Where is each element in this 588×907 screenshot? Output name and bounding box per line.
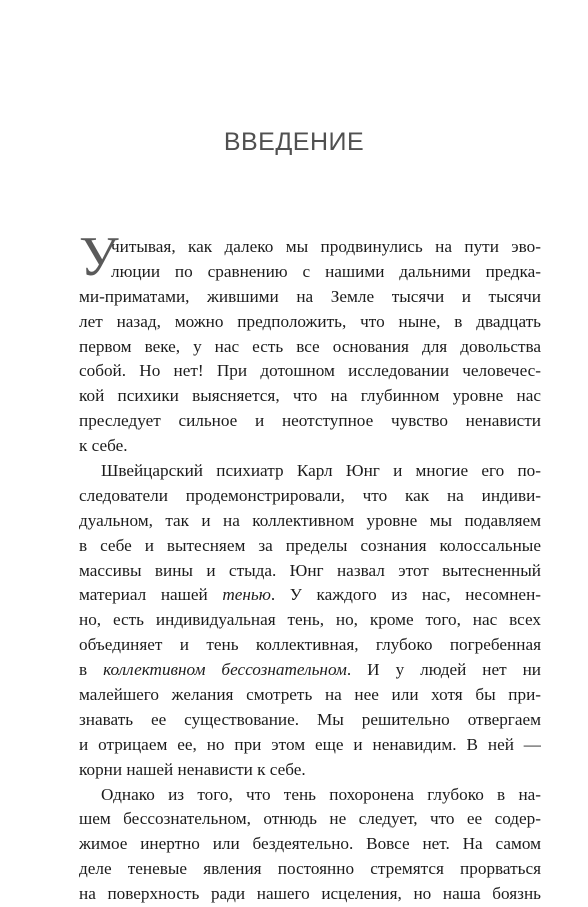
text-span: . У каждого из нас, несомнен- [270, 585, 541, 605]
text-line: дуальном, так и на коллективном уровне мы подавляем [79, 510, 541, 530]
text-line: и отрицаем ее, но при этом еще и ненавидим. В ней — [79, 734, 541, 754]
text-line: на поверхность ради нашего исцеления, но наша боязнь [79, 884, 541, 904]
text-line: деле теневые явления постоянно стремятся прорваться [79, 859, 541, 879]
text-line [79, 658, 541, 683]
text-line: знавать ее существование. Мы решительно отвергаем [79, 709, 541, 729]
text-line: Однако из того, что тень похоронена глубоко в на- [101, 784, 541, 804]
text-span: . И у людей нет ни [346, 660, 541, 680]
text-line: ми-приматами, жившими на Земле тысячи и тысячи [79, 286, 541, 306]
text-line: собой. Но нет! При дотошном исследовании человечес- [79, 361, 541, 381]
text-line: лет назад, можно предположить, что ныне, в двадцать [79, 311, 541, 331]
text-line: массивы вины и стыда. Юнг назвал этот вытесненный [79, 560, 541, 580]
text-line: первом веке, у нас есть все основания для довольства [79, 336, 541, 356]
text-line: преследует сильное и неотступное чувство ненависти [79, 411, 541, 431]
text-line: в себе и вытесняем за пределы сознания колоссальные [79, 535, 541, 555]
paragraph-3 [79, 783, 541, 907]
drop-cap: У [79, 226, 119, 288]
text-line: жимое инертно или бездеятельно. Вовсе нет. На самом [79, 834, 541, 854]
text-line [79, 583, 541, 608]
text-line: объединяет и тень коллективная, глубоко погребенная [79, 635, 541, 655]
text-line: читывая, как далеко мы продвинулись на пути эво- [111, 237, 541, 256]
italic-term-shadow: тенью [222, 585, 271, 605]
text-span: в [79, 660, 104, 680]
paragraph-2 [79, 459, 541, 783]
text-line: Швейцарский психиатр Карл Юнг и многие его по- [101, 461, 541, 481]
body-text [79, 226, 541, 907]
text-line: следователи продемонстрировали, что как на индиви- [79, 485, 541, 505]
text-line: малейшего желания смотреть на нее или хотя бы при- [79, 685, 541, 705]
text-line: люции по сравнению с нашими дальними предка- [111, 261, 541, 281]
chapter-title: ВВЕДЕНИЕ [223, 128, 365, 156]
text-span: материал нашей [79, 585, 223, 605]
text-line: к себе. [79, 436, 128, 456]
text-line: корни нашей ненависти к себе. [79, 759, 306, 779]
text-line: но, есть индивидуальная тень, но, кроме того, нас всех [79, 610, 541, 630]
text-line: кой психики выясняется, что на глубинном уровне нас [79, 386, 541, 406]
text-line: шем бессознательном, отнюдь не следует, что ее содер- [79, 809, 541, 829]
italic-term-collective-unconscious: коллективном бессознательном [103, 660, 347, 680]
paragraph-1 [79, 226, 541, 459]
